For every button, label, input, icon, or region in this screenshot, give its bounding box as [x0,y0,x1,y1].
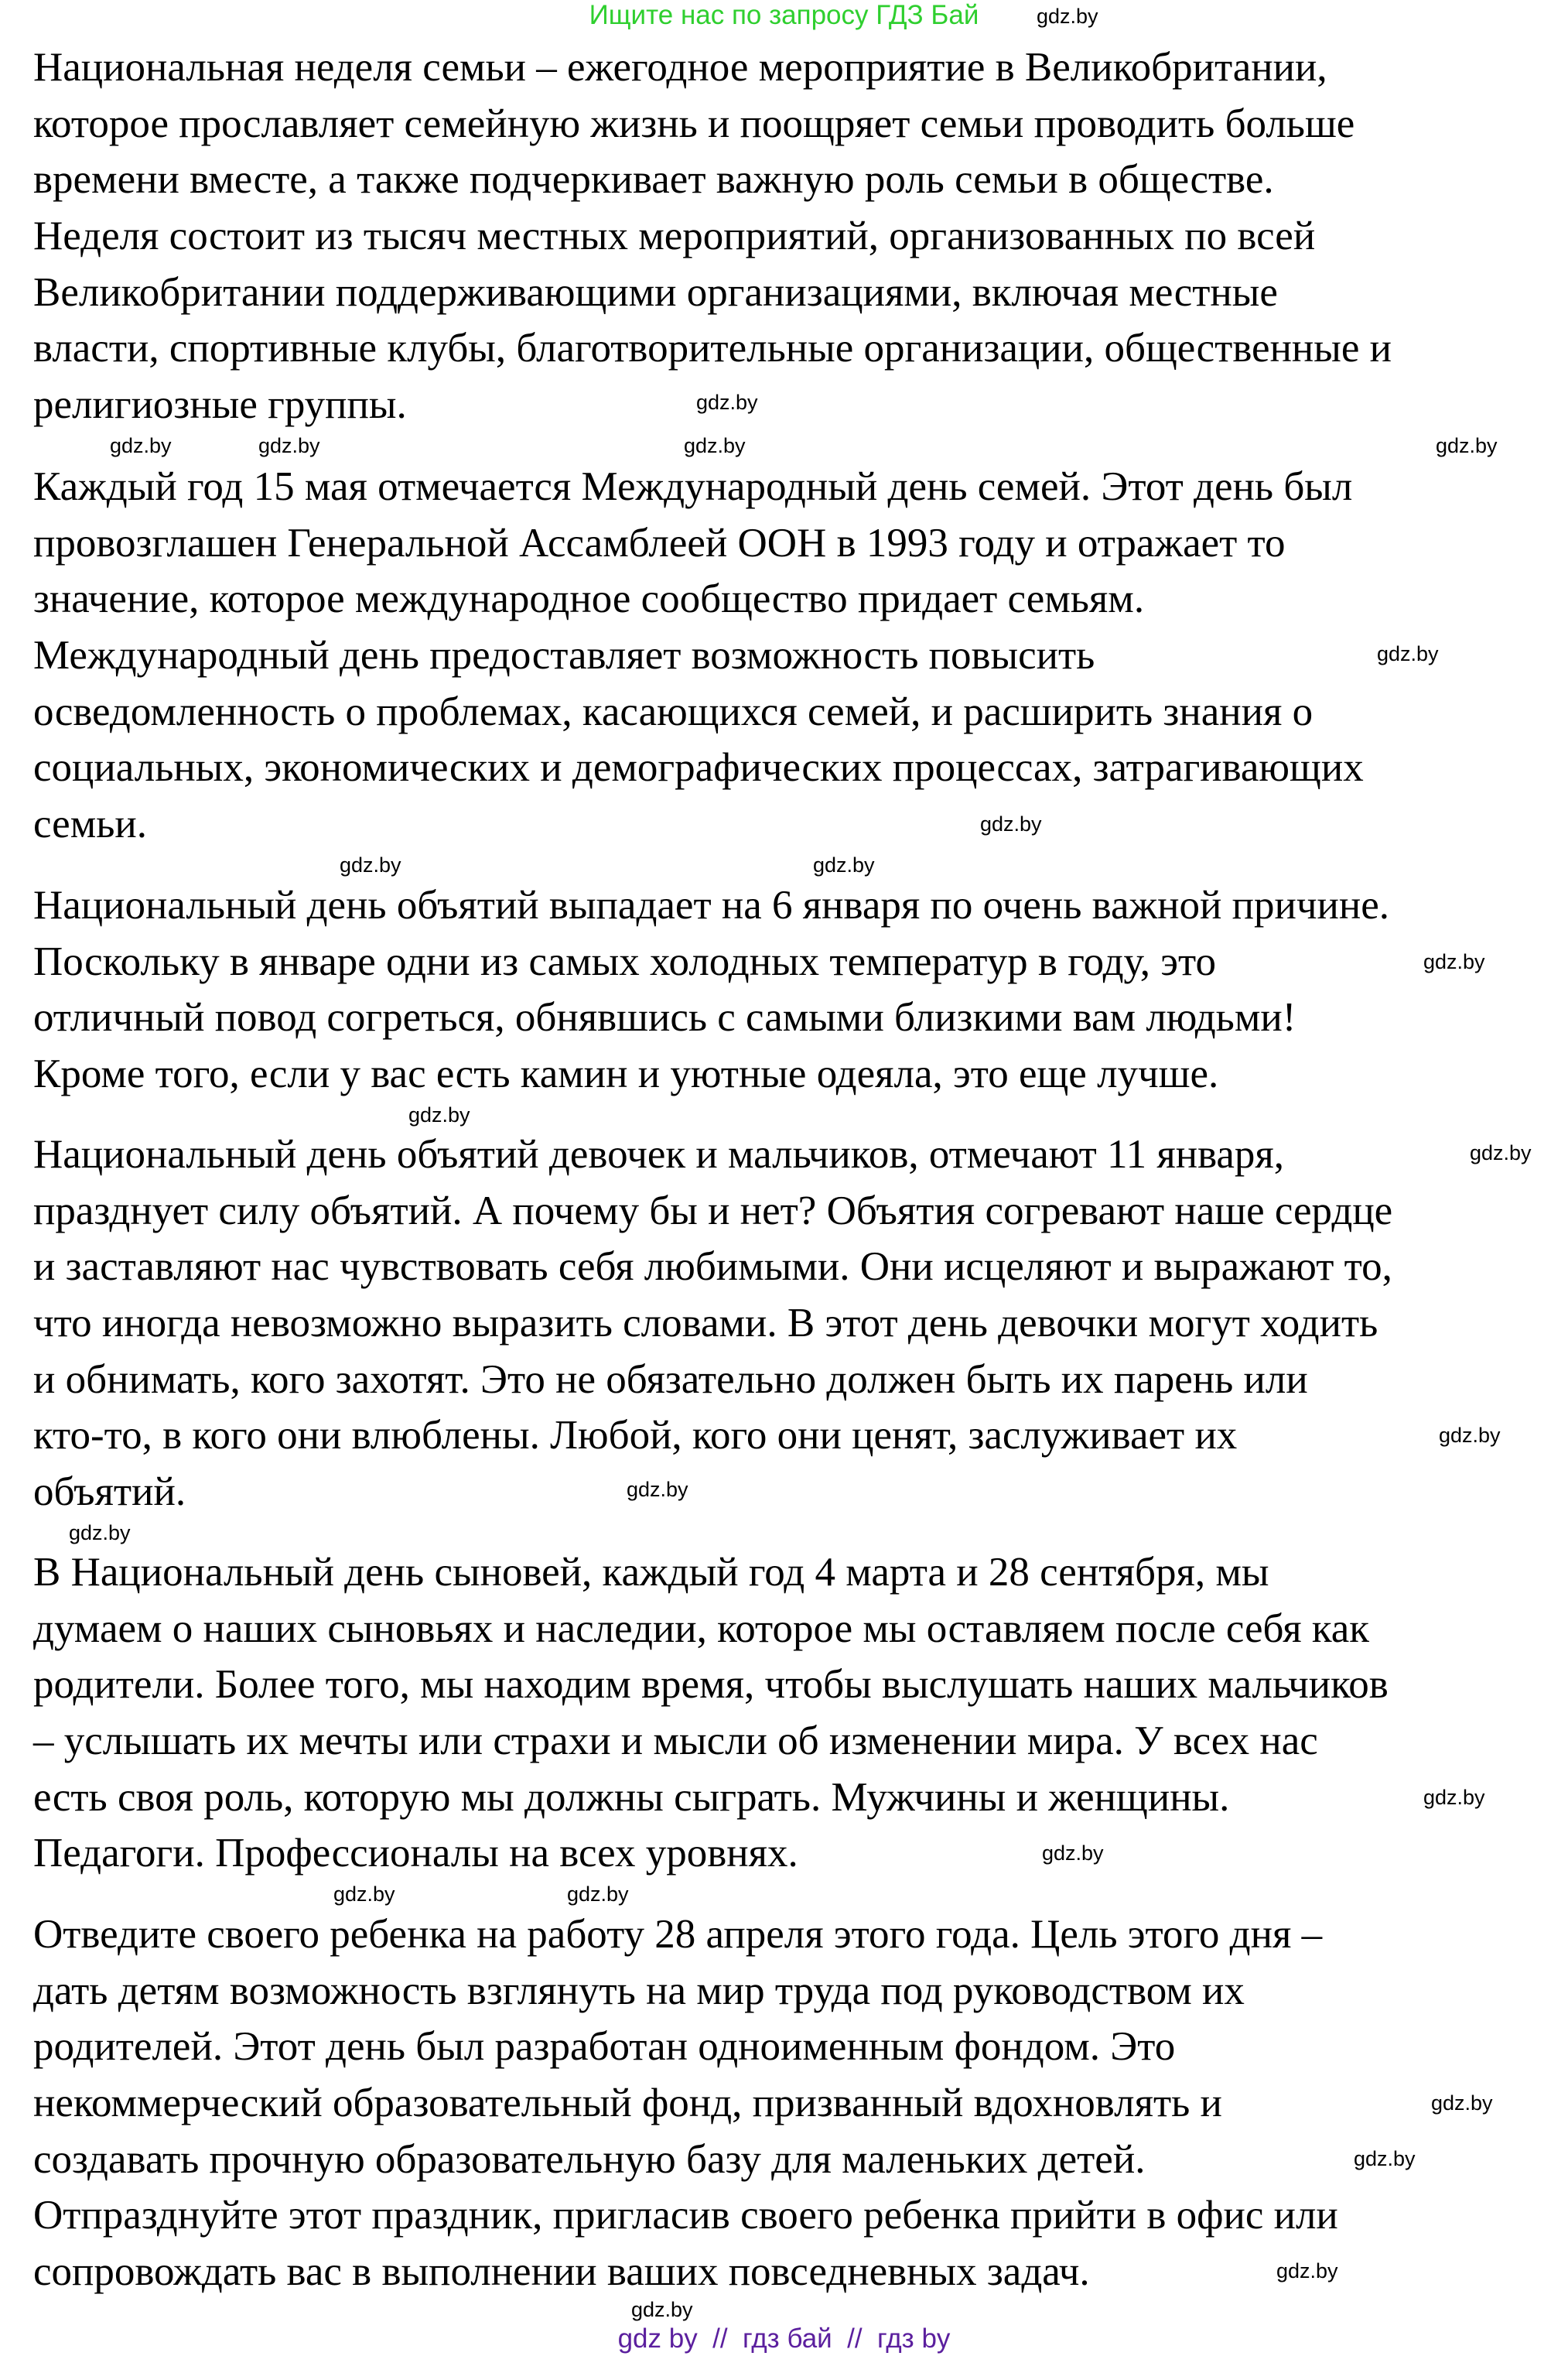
text-line: Кроме того, если у вас есть камин и уютные одеяла, это еще лучше. [33,1051,1219,1097]
text-line: кто-то, в кого они влюблены. Любой, кого они ценят, заслуживает их [33,1413,1238,1458]
text-line: Неделя состоит из тысяч местных мероприятий, организованных по всей [33,214,1316,259]
text-line: сопровождать вас в выполнении ваших повседневных задач. [33,2249,1090,2295]
watermark: gdz.by [1431,2091,1493,2115]
text-line: Поскольку в январе одни из самых холодных температур в году, это [33,939,1216,984]
text-line: значение, которое международное сообщество придает семьям. [33,576,1145,622]
watermark: gdz.by [1276,2259,1338,2282]
paragraph [33,882,1389,1107]
watermark: gdz.by [980,812,1042,836]
watermark: gdz.by [627,1478,688,1501]
text-line: создавать прочную образовательную базу для маленьких детей. [33,2136,1146,2182]
text-line: которое прославляет семейную жизнь и поощряет семьи проводить больше [33,101,1355,146]
paragraph [33,1131,1392,1525]
text-line: Педагоги. Профессионалы на всех уровнях. [33,1831,798,1876]
watermark: gdz.by [340,853,401,877]
text-line: родители. Более того, мы находим время, чтобы выслушать наших мальчиков [33,1662,1389,1708]
text-line: Великобритании поддерживающими организациями, включая местные [33,269,1278,315]
watermark: gdz.by [110,434,172,457]
text-line: В Национальный день сыновей, каждый год 4 марта и 28 сентября, мы [33,1550,1269,1595]
watermark: gdz.by [1470,1141,1532,1164]
text-line: Отведите своего ребенка на работу 28 апреля этого года. Цель этого дня – [33,1912,1323,1957]
text-line: празднует силу объятий. А почему бы и нет? Объятия согревают наше сердце [33,1188,1393,1233]
watermark: gdz.by [1042,1841,1104,1865]
watermark: gdz.by [1354,2147,1416,2170]
paragraph [33,1911,1338,2305]
paragraph [33,463,1364,857]
search-hint-banner: Ищите нас по запросу ГДЗ Бай [589,0,979,30]
text-line: религиозные группы. [33,382,407,428]
text-line: Национальный день объятий выпадает на 6 января по очень важной причине. [33,883,1390,928]
watermark: gdz.by [696,391,758,414]
watermark: gdz.by [69,1521,131,1544]
text-line: объятий. [33,1469,186,1515]
footer-site-links: gdz by // гдз бай // гдз by [617,2324,951,2354]
text-line: социальных, экономических и демографических процессах, затрагивающих [33,745,1364,791]
text-line: провозглашен Генеральной Ассамблеей ООН в 1993 году и отражает то [33,520,1286,566]
watermark: gdz.by [813,853,875,877]
text-line: Каждый год 15 мая отмечается Международный день семей. Этот день был [33,464,1353,509]
watermark: gdz.by [1037,5,1098,28]
text-line: отличный повод согреться, обнявшись с самыми близкими вам людьми! [33,995,1296,1041]
watermark: gdz.by [631,2298,693,2321]
text-line: родителей. Этот день был разработан одноименным фондом. Это [33,2024,1176,2070]
watermark: gdz.by [1377,642,1439,665]
watermark: gdz.by [1439,1424,1501,1447]
text-line: и обнимать, кого захотят. Это не обязательно должен быть их парень или [33,1356,1308,1402]
text-line: – услышать их мечты или страхи и мысли об изменении мира. У всех нас [33,1718,1318,1764]
text-line: думаем о наших сыновьях и наследии, которое мы оставляем после себя как [33,1605,1370,1651]
watermark: gdz.by [684,434,746,457]
text-line: есть своя роль, которую мы должны сыграть. Мужчины и женщины. [33,1774,1230,1820]
text-line: что иногда невозможно выразить словами. В этот день девочки могут ходить [33,1301,1378,1346]
paragraph [33,44,1392,438]
watermark: gdz.by [333,1882,395,1906]
text-line: Национальный день объятий девочек и мальчиков, отмечают 11 января, [33,1132,1285,1177]
text-line: Национальная неделя семьи – ежегодное мероприятие в Великобритании, [33,45,1327,90]
watermark: gdz.by [567,1882,629,1906]
watermark: gdz.by [1423,950,1485,973]
text-line: власти, спортивные клубы, благотворительные организации, общественные и [33,326,1392,371]
text-line: некоммерческий образовательный фонд, призванный вдохновлять и [33,2081,1222,2126]
watermark: gdz.by [408,1103,470,1127]
text-line: дать детям возможность взглянуть на мир труда под руководством их [33,1968,1245,2013]
watermark: gdz.by [1436,434,1498,457]
text-line: Международный день предоставляет возможность повысить [33,633,1095,679]
text-line: времени вместе, а также подчеркивает важную роль семьи в обществе. [33,157,1274,203]
text-line: Отпразднуйте этот праздник, пригласив своего ребенка прийти в офис или [33,2193,1338,2238]
paragraph [33,1549,1389,1886]
text-line: семьи. [33,802,148,847]
watermark: gdz.by [258,434,320,457]
text-line: и заставляют нас чувствовать себя любимыми. Они исцеляют и выражают то, [33,1244,1392,1290]
text-line: осведомленность о проблемах, касающихся семей, и расширить знания о [33,689,1313,734]
watermark: gdz.by [1423,1786,1485,1809]
